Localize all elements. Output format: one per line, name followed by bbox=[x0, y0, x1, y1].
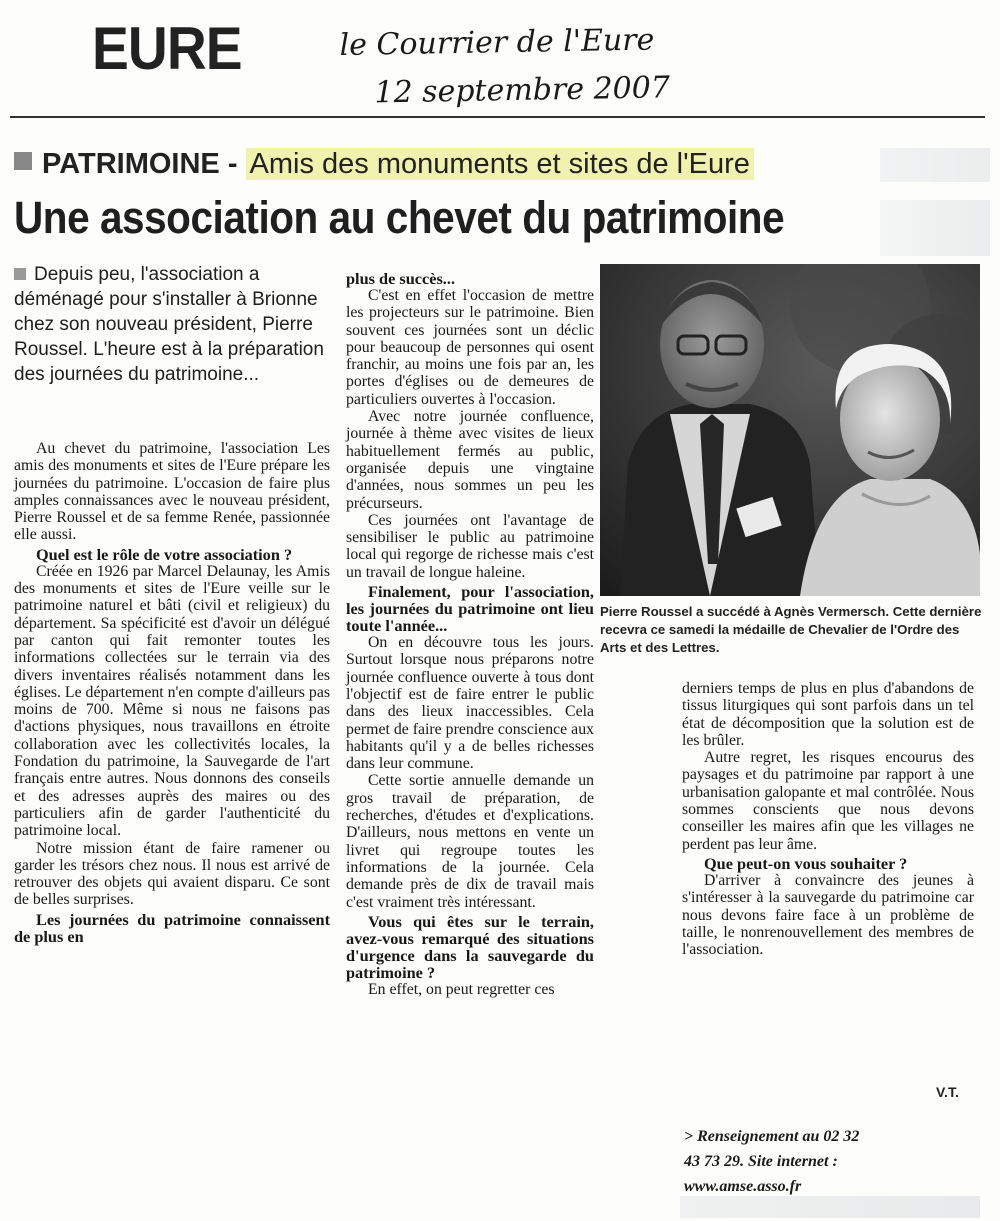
paragraph: En effet, on peut regretter ces bbox=[368, 980, 555, 998]
info-line: > Renseignement au 02 32 bbox=[684, 1128, 860, 1145]
adjacent-article-ghost bbox=[680, 1196, 980, 1218]
adjacent-article-ghost bbox=[880, 200, 990, 256]
paragraph: derniers temps de plus en plus d'abandons de tissus liturgiques qui sont parfois dans un tel état de décomposition que la solution est de les brûler. bbox=[682, 680, 974, 749]
interview-question: Finalement, pour l'association, les journées du patrimoine ont lieu toute l'année... bbox=[346, 582, 594, 636]
author-signature: V.T. bbox=[936, 1084, 959, 1100]
paragraph: Cette sortie annuelle demande un gros travail de préparation, de recherches, d'études et d'explications. D'ailleurs, nous mettons en vente un livret qui regroupe toutes les informations de la journée. Cela demande près de dix de travail mais c'est vraiment très intéressant. bbox=[346, 772, 594, 911]
article-column-3 bbox=[682, 680, 974, 958]
info-box bbox=[684, 1124, 980, 1199]
paragraph: Autre regret, les risques encourus des paysages et du patrimoine par rapport à une urbanisation galopante et mal contrôlée. Nous sommes conscients que nous devons conseiller les maires afin que les villages ne perdent pas leur âme. bbox=[682, 749, 974, 853]
bullet-square-icon bbox=[14, 152, 32, 170]
paragraph: Ces journées ont l'avantage de sensibiliser le public au patrimoine local qui regorge de richesse mais c'est un travail de longue haleine. bbox=[346, 511, 594, 581]
kicker-subtitle: Amis des monuments et sites de l'Eure bbox=[246, 148, 754, 180]
paragraph: Au chevet du patrimoine, l'association Les amis des monuments et sites de l'Eure prépare les journées du patrimoine. L'occasion de faire plus amples connaissances avec le nouveau président, Pierre Roussel et de sa femme Renée, passionnée elle aussi. bbox=[14, 440, 330, 544]
interview-question: Vous qui êtes sur le terrain, avez-vous remarqué des situations d'urgence dans la sauvegarde du patrimoine ? bbox=[346, 911, 594, 982]
paragraph: D'arriver à convaincre des jeunes à s'intéresser à la sauvegarde du patrimoine car nous devons faire face à un problème de taille, le nonrenouvellement des membres de l'association. bbox=[682, 871, 974, 959]
paragraph: Notre mission étant de faire ramener ou garder les trésors chez nous. Il nous est arrivé de retrouver des objets qui avaient disparu. Ce sont de belles surprises. bbox=[14, 839, 330, 909]
header-rule bbox=[10, 116, 985, 118]
photo-caption: Pierre Roussel a succédé à Agnès Vermersch. Cette dernière recevra ce samedi la médaille de Chevalier de l'Ordre des Arts et des Lettres. bbox=[600, 604, 982, 655]
interview-question-continued: plus de succès... bbox=[346, 269, 456, 288]
paragraph: Créée en 1926 par Marcel Delaunay, les Amis des monuments et sites de l'Eure veille sur le patrimoine naturel et bâti (civil et religieux) du département. Sa spécificité est d'avoir un délégué par canton qui fait remonter toutes les informations collectées sur le terrain via des divers inventaires réalisés notamment dans les églises. Le département n'en compte d'ailleurs pas moins de 700. Même si nous ne faisons pas d'actions physiques, nous travaillons en étroite collaboration avec les collectivités locales, la Fondation du patrimoine, la Sauvegarde de l'art français entre autres. Nous donnons des conseils et des adresses auprès des maires ou des particuliers afin de garder l'authenticité du patrimoine local. bbox=[14, 562, 330, 840]
kicker-separator: - bbox=[219, 148, 246, 180]
handwritten-note bbox=[339, 14, 801, 118]
interview-question: Que peut-on vous souhaiter ? bbox=[704, 853, 908, 873]
section-tag: EURE bbox=[92, 15, 242, 82]
interview-question: Quel est le rôle de votre association ? bbox=[36, 544, 293, 564]
article-column-2 bbox=[346, 268, 594, 998]
handwritten-date: 12 septembre 2007 bbox=[374, 70, 671, 111]
paragraph: C'est en effet l'occasion de mettre les projecteurs sur le patrimoine. Bien souvent ces journées sont un déclic pour beaucoup de personnes qui osent franchir, au moins une fois par an, les portes d'églises ou de demeures de particuliers ouvertes à l'occasion. bbox=[346, 287, 594, 408]
headline: Une association au chevet du patrimoine bbox=[14, 192, 785, 243]
bullet-square-icon bbox=[14, 268, 26, 280]
info-line: 43 73 29. Site internet : bbox=[684, 1153, 838, 1170]
kicker bbox=[14, 148, 754, 181]
chapeau-text: Depuis peu, l'association a déménagé pour s'installer à Brionne chez son nouveau président, Pierre Roussel. L'heure est à la préparation des journées du patrimoine... bbox=[14, 264, 324, 385]
kicker-category: PATRIMOINE bbox=[42, 148, 220, 180]
website-link[interactable]: www.amse.asso.fr bbox=[684, 1178, 802, 1195]
handwritten-source: le Courrier de l'Eure bbox=[339, 22, 655, 64]
chapeau bbox=[14, 262, 330, 387]
paragraph: Avec notre journée confluence, journée à thème avec visites de lieux habituellement fermés au public, organisée depuis une vingtaine d'années, nous sommes un peu les précurseurs. bbox=[346, 408, 594, 512]
article-column-1 bbox=[14, 440, 330, 945]
adjacent-article-ghost bbox=[880, 148, 990, 182]
interview-question: Les journées du patrimoine connaissent de plus en bbox=[14, 909, 330, 946]
article-photo bbox=[600, 264, 980, 596]
portrait-photo-illustration bbox=[600, 264, 980, 596]
paragraph: On en découvre tous les jours. Surtout lorsque nous préparons notre journée confluence ouverte à tous dont l'objectif est de faire entrer le public dans des lieux inaccessibles. Cela permet de faire prendre conscience aux habitants qu'il y a de belles richesses dans leur commune. bbox=[346, 634, 594, 773]
